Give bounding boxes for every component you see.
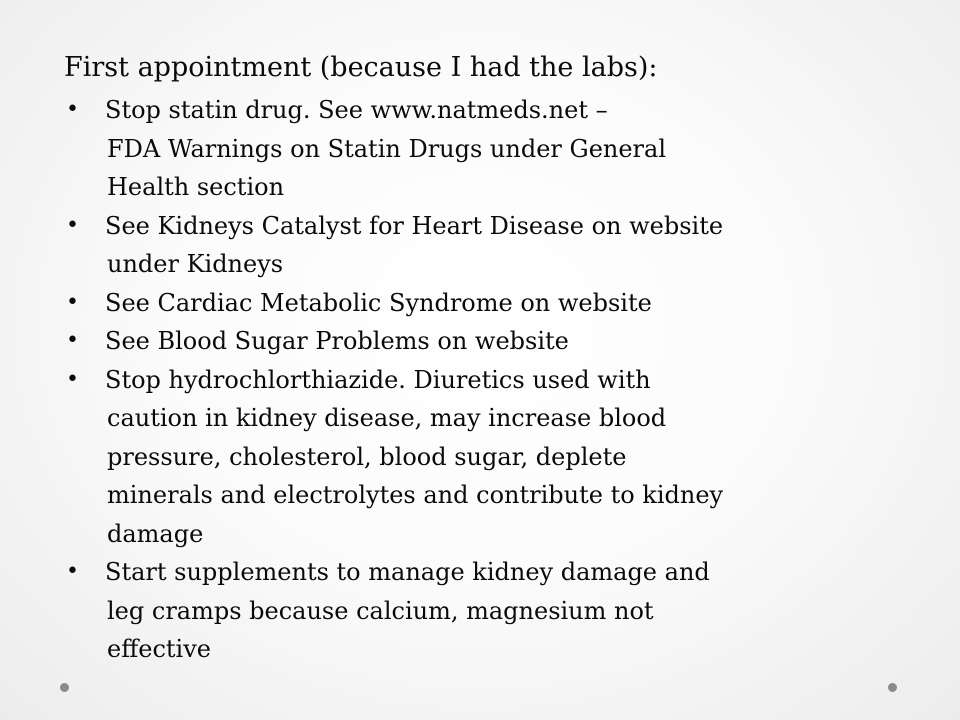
bullet-icon: • (66, 212, 79, 238)
decorative-dot-icon (60, 683, 69, 692)
bullet-text-line: Stop statin drug. See www.natmeds.net – (105, 96, 608, 124)
slide-title: First appointment (because I had the labs): (64, 52, 658, 83)
bullet-icon: • (66, 366, 79, 392)
bullet-text-line: Start supplements to manage kidney damage and (105, 558, 710, 586)
bullet-text-line: caution in kidney disease, may increase blood (107, 404, 667, 432)
bullet-icon: • (66, 328, 79, 353)
bullet-item (64, 322, 884, 361)
bullet-text-line: under Kidneys (107, 250, 284, 278)
bullet-text-line: minerals and electrolytes and contribute to kidney (107, 481, 724, 509)
bullet-text-line: Stop hydrochlorthiazide. Diuretics used with (105, 365, 651, 394)
bullet-item (64, 361, 884, 554)
bullet-text-line: See Cardiac Metabolic Syndrome on website (105, 288, 652, 317)
bullet-text-line: leg cramps because calcium, magnesium not (107, 596, 654, 625)
decorative-dot-icon (888, 683, 897, 692)
bullet-text-line: FDA Warnings on Statin Drugs under General (107, 134, 667, 163)
bullet-text-line: See Blood Sugar Problems on website (105, 327, 569, 355)
bullet-text-line: pressure, cholesterol, blood sugar, deplete (107, 442, 627, 471)
bullet-icon: • (66, 97, 79, 122)
bullet-item (64, 553, 884, 669)
bullet-text-line: effective (107, 635, 211, 663)
bullet-icon: • (66, 559, 79, 584)
bullet-item (64, 207, 884, 284)
bullet-item (64, 91, 884, 207)
bullet-text-line: See Kidneys Catalyst for Heart Disease on website (105, 211, 724, 240)
bullet-text-line: Health section (107, 173, 285, 201)
bullet-item (64, 284, 884, 323)
bullet-list (64, 91, 884, 669)
bullet-icon: • (66, 289, 79, 315)
bullet-text-line: damage (107, 519, 204, 548)
